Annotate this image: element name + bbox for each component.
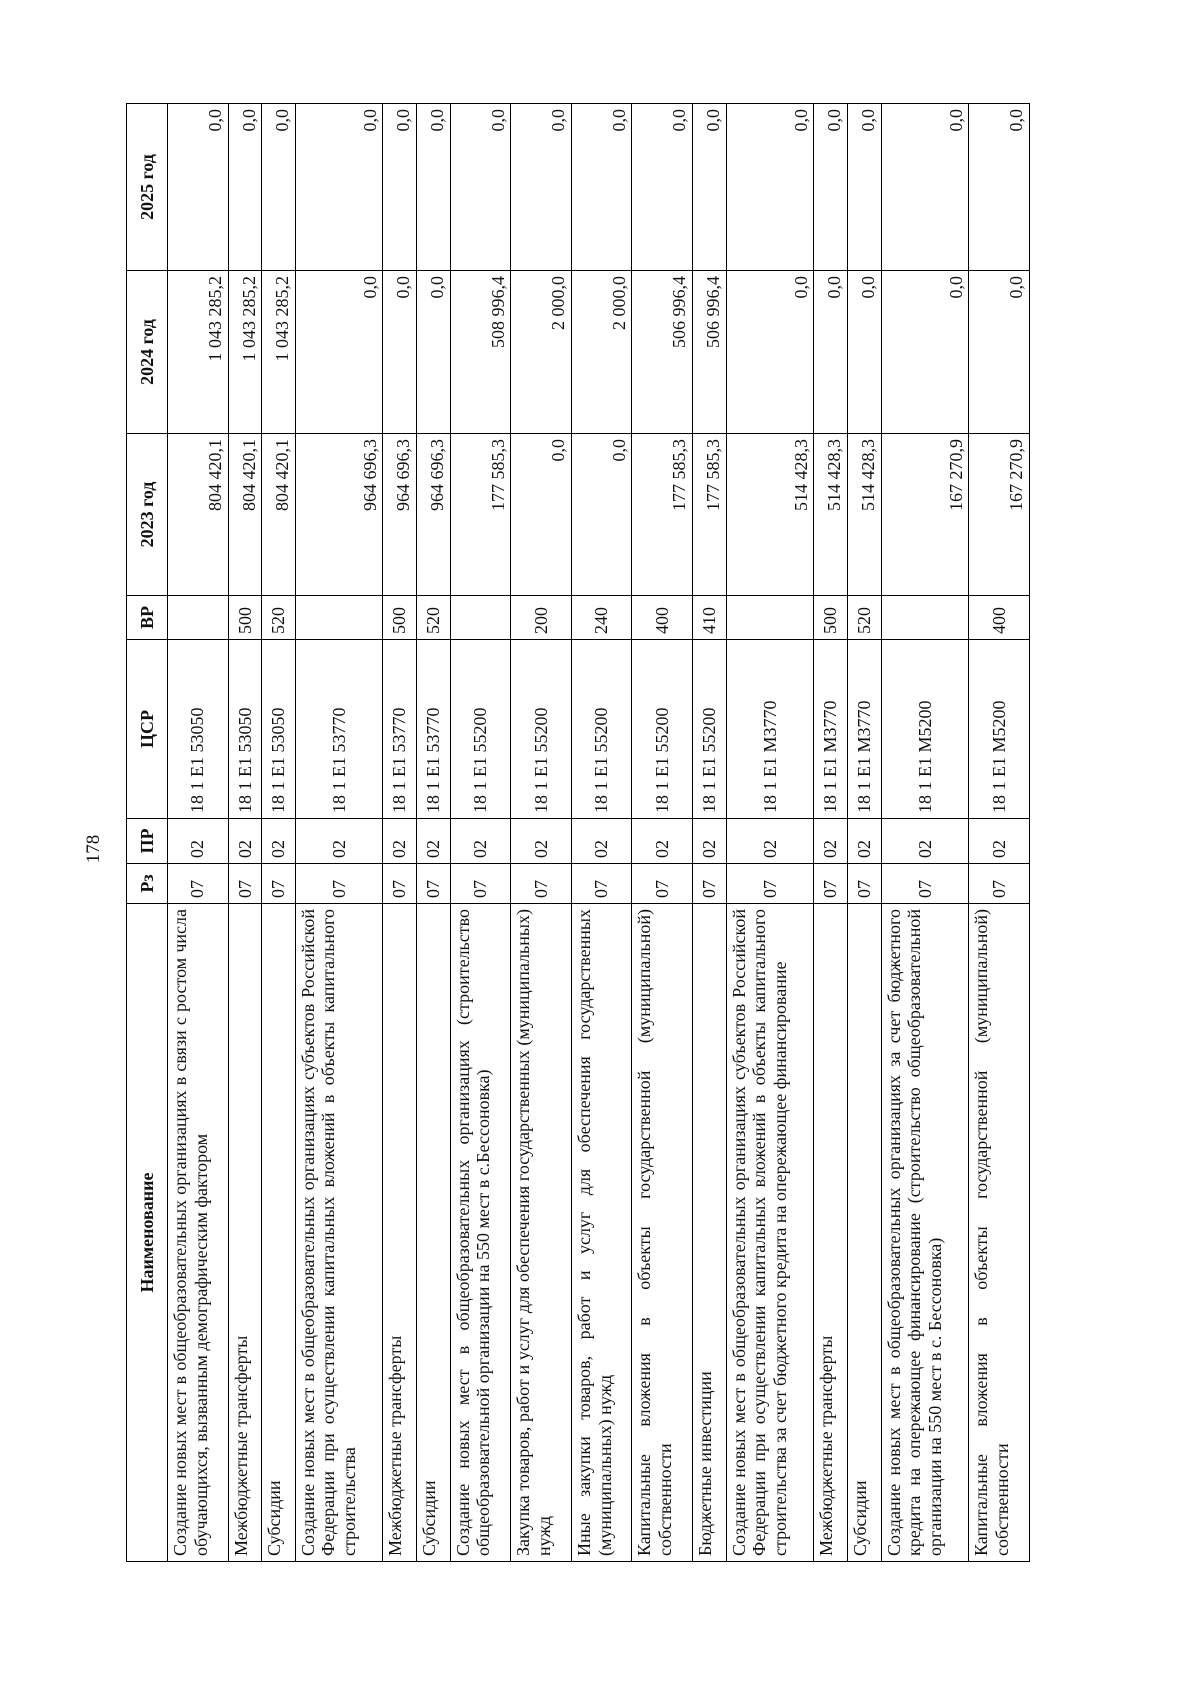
cell-csr: 18 1 E1 53050 [228,640,262,819]
cell-name: Создание новых мест в общеобразовательных организациях субъектов Российской Федерации при осуществлении капитальных вложений в объекты капитального строительства за счет бюджетного кредита на опережающее финансирование [726,904,814,1562]
cell-vr [450,596,511,640]
table-row [632,104,693,1562]
cell-pr: 02 [262,819,296,864]
table-row [450,104,511,1562]
cell-name: Межбюджетные трансферты [383,904,417,1562]
cell-vr: 520 [417,596,451,640]
cell-y2025: 0,0 [450,104,511,271]
cell-y2025: 0,0 [693,104,727,271]
cell-vr: 400 [632,596,693,640]
cell-vr: 500 [228,596,262,640]
cell-pr: 02 [383,819,417,864]
cell-y2025: 0,0 [847,104,881,271]
cell-y2025: 0,0 [969,104,1030,271]
cell-pr: 02 [693,819,727,864]
cell-vr: 520 [847,596,881,640]
cell-vr [295,596,383,640]
table-row [262,104,296,1562]
cell-y2024: 0,0 [847,271,881,434]
header-pr: ПР [127,819,168,864]
cell-rz: 07 [295,864,383,904]
cell-y2023: 177 585,3 [632,434,693,596]
cell-pr: 02 [511,819,572,864]
cell-y2023: 0,0 [571,434,632,596]
cell-vr [726,596,814,640]
cell-y2023: 177 585,3 [450,434,511,596]
cell-csr: 18 1 E1 53050 [262,640,296,819]
table-row [295,104,383,1562]
cell-y2023: 804 420,1 [168,434,229,596]
cell-vr: 500 [383,596,417,640]
cell-y2025: 0,0 [295,104,383,271]
cell-y2023: 964 696,3 [383,434,417,596]
cell-vr: 200 [511,596,572,640]
cell-pr: 02 [295,819,383,864]
cell-name: Межбюджетные трансферты [228,904,262,1562]
cell-y2024: 0,0 [881,271,969,434]
cell-y2024: 0,0 [726,271,814,434]
cell-y2023: 0,0 [511,434,572,596]
cell-vr: 410 [693,596,727,640]
cell-rz: 07 [262,864,296,904]
cell-csr: 18 1 E1 M3770 [726,640,814,819]
page-number: 178 [83,834,104,864]
cell-rz: 07 [511,864,572,904]
cell-csr: 18 1 E1 55200 [571,640,632,819]
header-name: Наименование [127,904,168,1562]
cell-pr: 02 [814,819,848,864]
cell-pr: 02 [881,819,969,864]
cell-y2023: 514 428,3 [847,434,881,596]
cell-pr: 02 [168,819,229,864]
table-row [417,104,451,1562]
cell-rz: 07 [693,864,727,904]
table-row [693,104,727,1562]
cell-name: Создание новых мест в общеобразовательных организациях субъектов Российской Федерации при осуществлении капитальных вложений в объекты капитального строительства [295,904,383,1562]
cell-vr: 240 [571,596,632,640]
cell-csr: 18 1 E1 55200 [450,640,511,819]
cell-y2024: 1 043 285,2 [262,271,296,434]
cell-y2024: 1 043 285,2 [168,271,229,434]
cell-y2025: 0,0 [571,104,632,271]
cell-vr: 400 [969,596,1030,640]
cell-csr: 18 1 E1 53770 [417,640,451,819]
cell-y2025: 0,0 [814,104,848,271]
cell-rz: 07 [814,864,848,904]
cell-name: Иные закупки товаров, работ и услуг для обеспечения государственных (муниципальных) нужд [571,904,632,1562]
cell-rz: 07 [450,864,511,904]
header-2025: 2025 год [127,104,168,271]
cell-name: Капитальные вложения в объекты государственной (муниципальной) собственности [632,904,693,1562]
cell-y2025: 0,0 [383,104,417,271]
table-row [726,104,814,1562]
cell-y2024: 2 000,0 [571,271,632,434]
cell-y2024: 508 996,4 [450,271,511,434]
cell-y2024: 0,0 [417,271,451,434]
cell-pr: 02 [450,819,511,864]
rotated-page-content [126,104,1030,1562]
table-row [814,104,848,1562]
cell-rz: 07 [228,864,262,904]
cell-name: Субсидии [847,904,881,1562]
cell-csr: 18 1 E1 55200 [632,640,693,819]
table-row [969,104,1030,1562]
cell-csr: 18 1 E1 53050 [168,640,229,819]
cell-rz: 07 [726,864,814,904]
cell-csr: 18 1 E1 M5200 [969,640,1030,819]
cell-y2024: 506 996,4 [632,271,693,434]
header-vr: ВР [127,596,168,640]
table-row [881,104,969,1562]
cell-name: Создание новых мест в общеобразовательных организациях (строительство общеобразовательной организации на 550 мест в с.Бессоновка) [450,904,511,1562]
cell-name: Субсидии [417,904,451,1562]
cell-csr: 18 1 E1 53770 [295,640,383,819]
cell-vr [881,596,969,640]
cell-y2023: 804 420,1 [262,434,296,596]
header-2023: 2023 год [127,434,168,596]
cell-rz: 07 [168,864,229,904]
cell-vr: 500 [814,596,848,640]
cell-csr: 18 1 E1 M3770 [814,640,848,819]
cell-y2025: 0,0 [228,104,262,271]
cell-pr: 02 [417,819,451,864]
cell-y2025: 0,0 [262,104,296,271]
header-csr: ЦСР [127,640,168,819]
cell-name: Создание новых мест в общеобразовательных организациях в связи с ростом числа обучающихся, вызванным демографическим фактором [168,904,229,1562]
cell-csr: 18 1 E1 55200 [693,640,727,819]
table-row [511,104,572,1562]
cell-y2024: 0,0 [969,271,1030,434]
cell-y2025: 0,0 [726,104,814,271]
cell-pr: 02 [228,819,262,864]
cell-y2024: 0,0 [383,271,417,434]
cell-pr: 02 [571,819,632,864]
cell-y2023: 167 270,9 [881,434,969,596]
table-row [228,104,262,1562]
cell-pr: 02 [969,819,1030,864]
cell-y2024: 1 043 285,2 [228,271,262,434]
cell-y2025: 0,0 [632,104,693,271]
budget-table [126,103,1030,1562]
cell-name: Межбюджетные трансферты [814,904,848,1562]
cell-rz: 07 [969,864,1030,904]
cell-y2023: 167 270,9 [969,434,1030,596]
cell-rz: 07 [847,864,881,904]
cell-y2024: 0,0 [295,271,383,434]
cell-y2023: 964 696,3 [417,434,451,596]
cell-name: Создание новых мест в общеобразовательных организациях за счет бюджетного кредита на опережающее финансирование (строительство общеобразовательной организации на 550 мест в с. Бессоновка) [881,904,969,1562]
cell-rz: 07 [571,864,632,904]
cell-rz: 07 [383,864,417,904]
table-row [571,104,632,1562]
cell-pr: 02 [847,819,881,864]
table-body [168,104,1030,1562]
table-row [383,104,417,1562]
cell-rz: 07 [632,864,693,904]
cell-y2025: 0,0 [168,104,229,271]
table-row [168,104,229,1562]
cell-y2025: 0,0 [417,104,451,271]
cell-csr: 18 1 E1 55200 [511,640,572,819]
cell-pr: 02 [632,819,693,864]
cell-y2025: 0,0 [881,104,969,271]
cell-vr: 520 [262,596,296,640]
cell-pr: 02 [726,819,814,864]
header-2024: 2024 год [127,271,168,434]
cell-name: Бюджетные инвестиции [693,904,727,1562]
cell-rz: 07 [881,864,969,904]
cell-y2024: 0,0 [814,271,848,434]
cell-y2023: 964 696,3 [295,434,383,596]
cell-rz: 07 [417,864,451,904]
cell-name: Закупка товаров, работ и услуг для обеспечения государственных (муниципальных) нужд [511,904,572,1562]
cell-y2024: 2 000,0 [511,271,572,434]
table-header-row [127,104,168,1562]
cell-y2023: 514 428,3 [814,434,848,596]
cell-y2025: 0,0 [511,104,572,271]
cell-y2023: 514 428,3 [726,434,814,596]
cell-vr [168,596,229,640]
cell-name: Субсидии [262,904,296,1562]
cell-y2024: 506 996,4 [693,271,727,434]
cell-csr: 18 1 E1 M5200 [881,640,969,819]
table-row [847,104,881,1562]
cell-name: Капитальные вложения в объекты государственной (муниципальной) собственности [969,904,1030,1562]
cell-csr: 18 1 E1 53770 [383,640,417,819]
cell-y2023: 804 420,1 [228,434,262,596]
header-rz: Рз [127,864,168,904]
cell-csr: 18 1 E1 M3770 [847,640,881,819]
cell-y2023: 177 585,3 [693,434,727,596]
